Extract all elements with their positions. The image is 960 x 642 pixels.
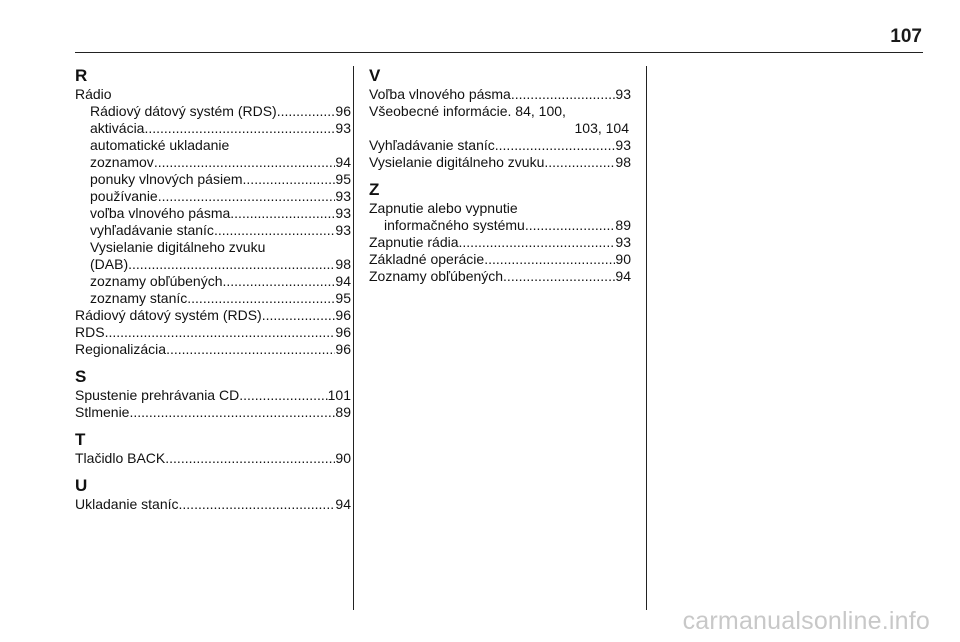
index-entry [75, 290, 351, 307]
index-entry [75, 273, 351, 290]
index-entry [369, 137, 631, 154]
entry-page: 93 [335, 222, 351, 238]
leader-dots [129, 404, 335, 421]
column-divider-2 [646, 66, 647, 610]
leader-dots [525, 217, 616, 234]
entry-label-line: Zapnutie alebo vypnutie [369, 200, 518, 216]
entry-page: 94 [335, 154, 351, 170]
entry-page: 96 [335, 324, 351, 340]
entry-label: (DAB) [90, 256, 129, 272]
entry-label: Tlačidlo BACK [75, 450, 166, 466]
entry-page: 89 [335, 404, 351, 420]
leader-dots [105, 324, 336, 341]
entry-label: zoznamy obľúbených [90, 273, 223, 289]
leader-dots [144, 120, 335, 137]
index-entry [75, 103, 351, 120]
entry-label: Rádiový dátový systém (RDS) [90, 103, 277, 119]
entry-page: 93 [335, 205, 351, 221]
entry-label: ponuky vlnových pásiem [90, 171, 243, 187]
entry-label: voľba vlnového pásma [90, 205, 231, 221]
entry-page: 93 [335, 188, 351, 204]
entry-page: 96 [335, 103, 351, 119]
entry-page-continuation: 103, 104 [574, 120, 629, 136]
index-entry [75, 450, 351, 467]
index-heading: Rádio [75, 86, 112, 102]
leader-dots [495, 137, 616, 154]
section-letter: V [369, 66, 381, 85]
index-section-r [75, 66, 351, 358]
entry-page: 90 [335, 450, 351, 466]
section-letter: T [75, 430, 86, 449]
leader-dots [503, 268, 615, 285]
leader-dots [154, 154, 336, 171]
leader-dots [544, 154, 615, 171]
index-section-t [75, 430, 351, 467]
index-section-z [369, 180, 631, 285]
index-entry [75, 188, 351, 205]
leader-dots [187, 290, 335, 307]
entry-page: 89 [615, 217, 631, 233]
entry-label: Zoznamy obľúbených [369, 268, 504, 284]
entry-page: 93 [615, 234, 631, 250]
entry-label: zoznamy staníc [90, 290, 188, 306]
entry-page: 98 [335, 256, 351, 272]
entry-page: 93 [615, 137, 631, 153]
entry-label-line: Vysielanie digitálneho zvuku [90, 239, 266, 255]
entry-page: 93 [615, 86, 631, 102]
index-column-2 [369, 66, 631, 294]
entry-label: zoznamov [90, 154, 154, 170]
leader-dots [243, 171, 336, 188]
index-entry [369, 268, 631, 285]
entry-label-line: Všeobecné informácie. 84, 100, [369, 103, 566, 119]
header-rule [75, 52, 923, 53]
entry-label: Základné operácie [369, 251, 485, 267]
entry-page: 94 [335, 496, 351, 512]
entry-label: Vysielanie digitálneho zvuku [369, 154, 545, 170]
leader-dots [459, 234, 616, 251]
leader-dots [262, 307, 336, 324]
entry-label: RDS [75, 324, 105, 340]
index-entry [75, 341, 351, 358]
leader-dots [166, 341, 335, 358]
index-entry [75, 307, 351, 324]
section-letter: R [75, 66, 88, 85]
entry-page: 93 [335, 120, 351, 136]
watermark: carmanualsonline.info [682, 607, 930, 635]
entry-page: 94 [335, 273, 351, 289]
index-section-s [75, 367, 351, 421]
leader-dots [484, 251, 615, 268]
leader-dots [511, 86, 616, 103]
index-entry [75, 256, 351, 273]
leader-dots [230, 205, 335, 222]
section-letter: S [75, 367, 87, 386]
index-column-1 [75, 66, 351, 522]
entry-label-line: automatické ukladanie [90, 137, 230, 153]
entry-label: Ukladanie staníc [75, 496, 179, 512]
entry-label: používanie [90, 188, 158, 204]
page-number: 107 [890, 26, 922, 47]
entry-label: Spustenie prehrávania CD [75, 387, 240, 403]
leader-dots [239, 387, 327, 404]
entry-label: Rádiový dátový systém (RDS) [75, 307, 262, 323]
entry-page: 96 [335, 341, 351, 357]
entry-label: vyhľadávanie staníc [90, 222, 214, 238]
index-entry [75, 387, 351, 404]
index-section-u [75, 476, 351, 513]
entry-label: Regionalizácia [75, 341, 167, 357]
entry-page: 95 [335, 290, 351, 306]
index-entry [369, 251, 631, 268]
entry-page: 98 [615, 154, 631, 170]
leader-dots [223, 273, 336, 290]
entry-label: aktivácia [90, 120, 145, 136]
index-entry [75, 324, 351, 341]
index-section-v [369, 66, 631, 171]
index-entry [75, 496, 351, 513]
index-entry [369, 86, 631, 103]
entry-page: 101 [327, 387, 351, 403]
column-divider-1 [353, 66, 354, 610]
entry-label: Voľba vlnového pásma [369, 86, 511, 102]
entry-page: 96 [335, 307, 351, 323]
entry-label: Stlmenie [75, 404, 130, 420]
leader-dots [128, 256, 335, 273]
index-entry [369, 154, 631, 171]
index-entry [75, 205, 351, 222]
index-entry [369, 234, 631, 251]
leader-dots [277, 103, 336, 120]
entry-label: Zapnutie rádia [369, 234, 459, 250]
section-letter: Z [369, 180, 380, 199]
index-entry [75, 171, 351, 188]
index-entry [75, 404, 351, 421]
entry-page: 90 [615, 251, 631, 267]
leader-dots [214, 222, 335, 239]
entry-label: Vyhľadávanie staníc [369, 137, 495, 153]
leader-dots [179, 496, 336, 513]
section-letter: U [75, 476, 88, 495]
leader-dots [158, 188, 336, 205]
leader-dots [165, 450, 335, 467]
index-entry [75, 222, 351, 239]
entry-page: 95 [335, 171, 351, 187]
index-entry [369, 217, 631, 234]
entry-page: 94 [615, 268, 631, 284]
index-entry [75, 120, 351, 137]
entry-label: informačného systému [384, 217, 525, 233]
index-entry [75, 154, 351, 171]
